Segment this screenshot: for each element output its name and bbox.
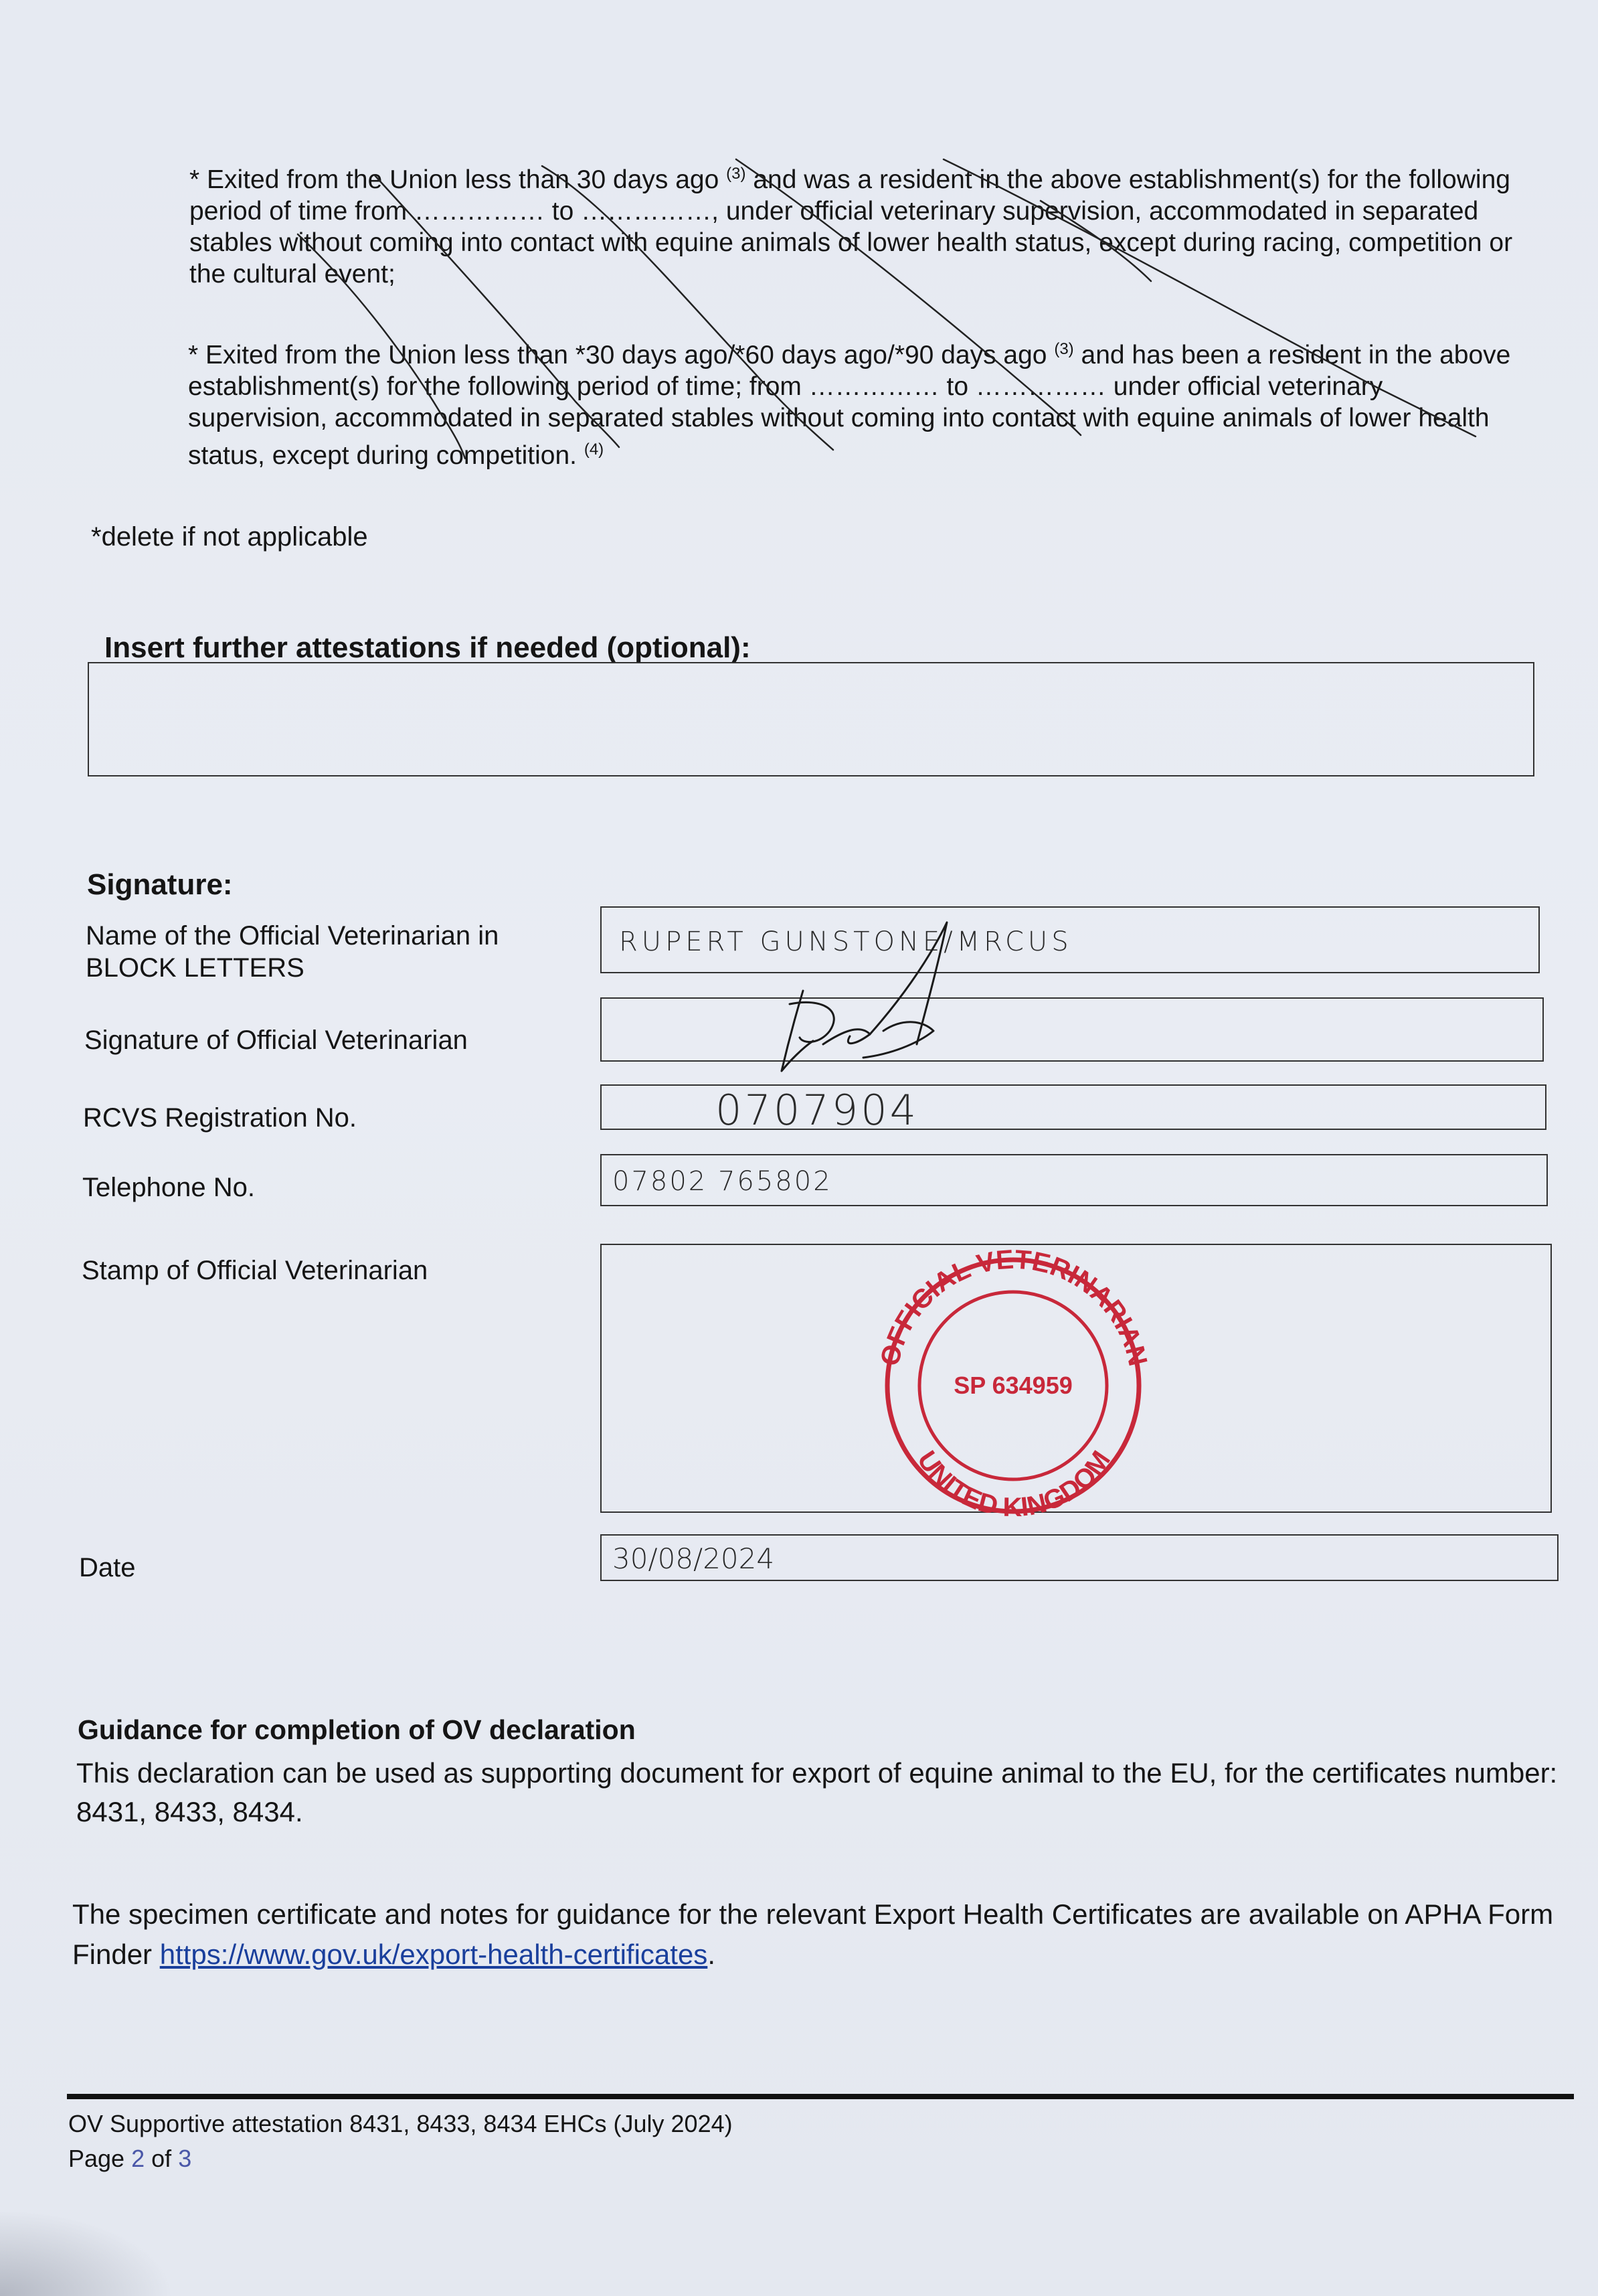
footer-title: OV Supportive attestation 8431, 8433, 8434 EHCs (July 2024) xyxy=(68,2110,733,2137)
date-value: 30/08/2024 xyxy=(612,1542,775,1575)
telephone-label: Telephone No. xyxy=(82,1173,255,1202)
stamp-top-text: OFFICIAL VETERINARIAN xyxy=(875,1244,1153,1369)
attestation-2-prefix: * Exited from the Union less than *30 days ago/*60 days ago/*90 days ago xyxy=(188,341,1047,370)
footer-page-prefix: Page xyxy=(68,2145,125,2172)
footer-page xyxy=(68,2145,191,2173)
delete-note: *delete if not applicable xyxy=(91,522,368,552)
telephone-value: 07802 765802 xyxy=(612,1166,832,1197)
guidance-para-2-end: . xyxy=(707,1939,715,1970)
guidance-para-2-text: The specimen certificate and notes for guidance for the relevant Export Health Certificates are available on APHA Form Finder xyxy=(72,1898,1554,1970)
footer-rule xyxy=(67,2094,1574,2099)
attestation-2-text: and has been a resident in the above establishment(s) for the following period of time; from …………… to …………… under official veterinary supervision, accommodated in separated stables without coming into contact with equine animals of lower health status, except during competition. xyxy=(188,341,1511,470)
attestation-1-text: and was a resident in the above establishment(s) for the following period of time from …………… to ……………, under official veterinary supervision, accommodated in separated stables without coming into contact with equine animals of lower health status, except during racing, competition or the cultural event; xyxy=(189,165,1513,289)
date-label: Date xyxy=(79,1553,136,1582)
further-attestations-heading: Insert further attestations if needed (optional): xyxy=(104,631,751,664)
name-label-line2: BLOCK LETTERS xyxy=(86,953,304,983)
rcvs-value: 0707904 xyxy=(715,1086,919,1135)
export-health-certificates-link[interactable]: https://www.gov.uk/export-health-certificates xyxy=(159,1939,708,1970)
guidance-heading: Guidance for completion of OV declaration xyxy=(78,1714,636,1745)
stamp-bottom-text: UNITED KINGDOM xyxy=(911,1445,1116,1523)
attestation-1-prefix: * Exited from the Union less than 30 days ago xyxy=(189,165,719,194)
signature-label: Signature of Official Veterinarian xyxy=(84,1026,468,1055)
page-shadow xyxy=(0,2209,174,2296)
name-label-line1: Name of the Official Veterinarian in xyxy=(86,921,499,951)
name-value: RUPERT GUNSTONE/MRCUS xyxy=(619,926,1073,957)
footer-page-of: of xyxy=(151,2145,172,2172)
signature-heading: Signature: xyxy=(87,868,233,901)
stamp-number: SP 634959 xyxy=(954,1372,1073,1399)
attestation-1-ref: (3) xyxy=(726,165,746,183)
attestation-2-ref1: (3) xyxy=(1054,340,1074,358)
guidance-para-2 xyxy=(72,1894,1571,1975)
attestation-2-ref2: (4) xyxy=(584,440,604,459)
date-field[interactable] xyxy=(600,1534,1559,1581)
stamp-label: Stamp of Official Veterinarian xyxy=(82,1256,428,1285)
footer-page-current: 2 xyxy=(131,2145,145,2172)
footer-page-total: 3 xyxy=(178,2145,192,2172)
rcvs-label: RCVS Registration No. xyxy=(83,1103,357,1133)
guidance-para-1: This declaration can be used as supporting document for export of equine animal to the EU, for the certificates number: 8431, 8433, 8434. xyxy=(76,1757,1558,1827)
